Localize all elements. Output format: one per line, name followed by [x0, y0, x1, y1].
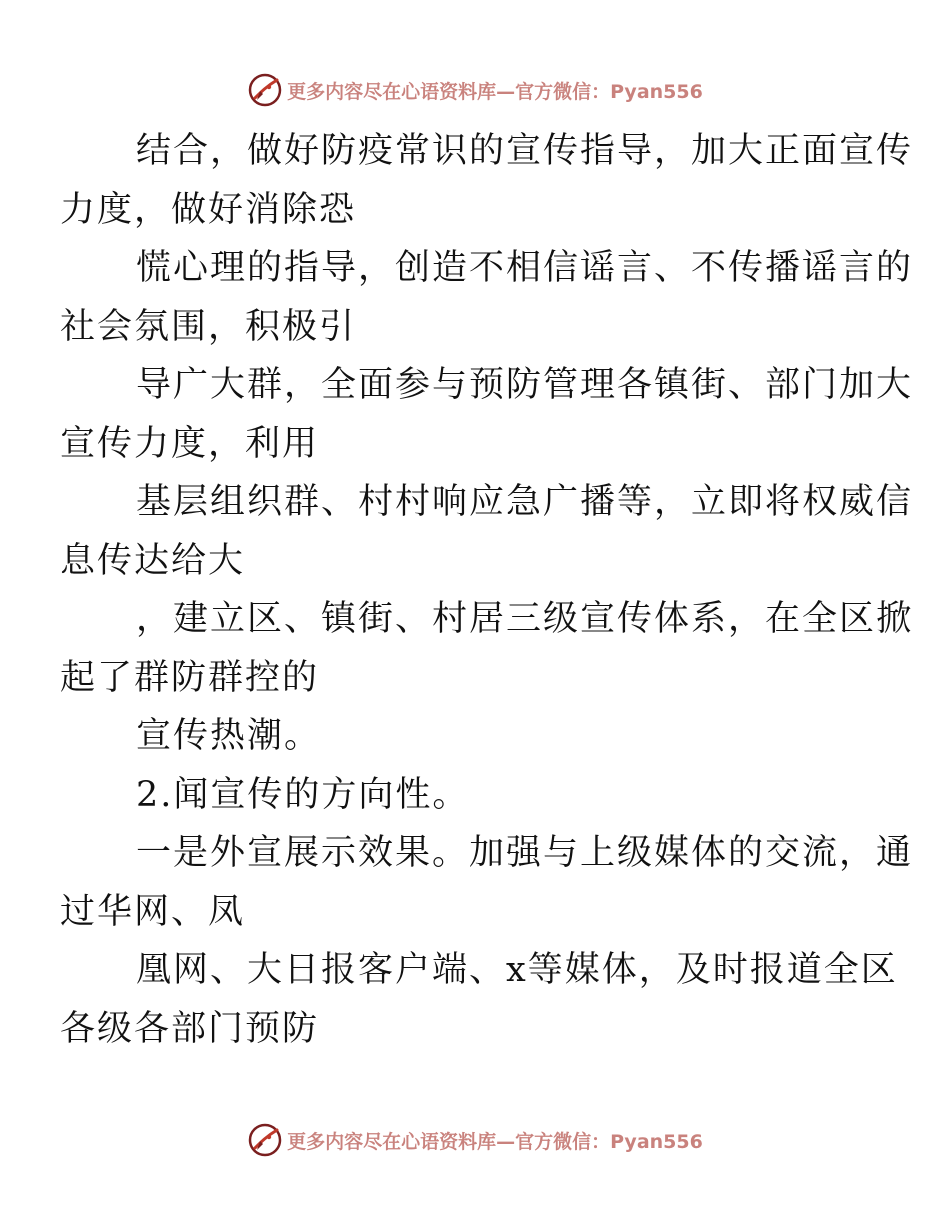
- pen-nib-logo-icon: [247, 1122, 283, 1158]
- paragraph-5-line-2: 起了群防群控的: [60, 657, 320, 698]
- paragraph-1-line-1: 结合，做好防疫常识的宣传指导，加大正面宣传: [136, 131, 914, 171]
- paragraph-7-line-1: 2.闻宣传的方向性。: [136, 774, 470, 815]
- paragraph-7: [98, 766, 858, 825]
- paragraph-6-line-1: 宣传热潮。: [136, 716, 322, 756]
- paragraph-3: [60, 356, 914, 473]
- document-body: [60, 122, 914, 1058]
- header-banner-text: 更多内容尽在心语资料库—官方微信：Pyan556: [287, 80, 703, 103]
- footer-banner-text: 更多内容尽在心语资料库—官方微信：Pyan556: [287, 1130, 703, 1153]
- paragraph-5: [60, 590, 914, 707]
- paragraph-4-line-2: 息传达给大: [60, 540, 246, 581]
- paragraph-6: [98, 707, 858, 766]
- paragraph-1-line-2: 力度，做好消除恐: [60, 189, 357, 230]
- paragraph-8-line-1: 一是外宣展示效果。加强与上级媒体的交流，通: [136, 833, 914, 873]
- footer-banner: [0, 1118, 950, 1162]
- paragraph-2-line-1: 慌心理的指导，创造不相信谣言、不传播谣言的: [136, 248, 914, 288]
- paragraph-3-line-1: 导广大群，全面参与预防管理各镇街、部门加大: [136, 365, 914, 405]
- paragraph-3-line-2: 宣传力度，利用: [60, 423, 320, 464]
- paragraph-5-line-1: ，建立区、镇街、村居三级宣传体系，在全区掀: [136, 599, 914, 639]
- paragraph-4-line-1: 基层组织群、村村响应急广播等，立即将权威信: [136, 482, 914, 522]
- paragraph-2: [60, 239, 914, 356]
- paragraph-9-line-2: 各级各部门预防: [60, 1008, 320, 1049]
- paragraph-1: [60, 122, 914, 239]
- header-banner: [0, 68, 950, 112]
- paragraph-9: [60, 941, 898, 1058]
- paragraph-8-line-2: 过华网、凤: [60, 891, 246, 932]
- paragraph-9-line-1: 凰网、大日报客户端、x等媒体，及时报道全区: [136, 950, 898, 990]
- pen-nib-logo-icon: [247, 72, 283, 108]
- paragraph-8: [60, 824, 914, 941]
- paragraph-4: [60, 473, 914, 590]
- paragraph-2-line-2: 社会氛围，积极引: [60, 306, 357, 347]
